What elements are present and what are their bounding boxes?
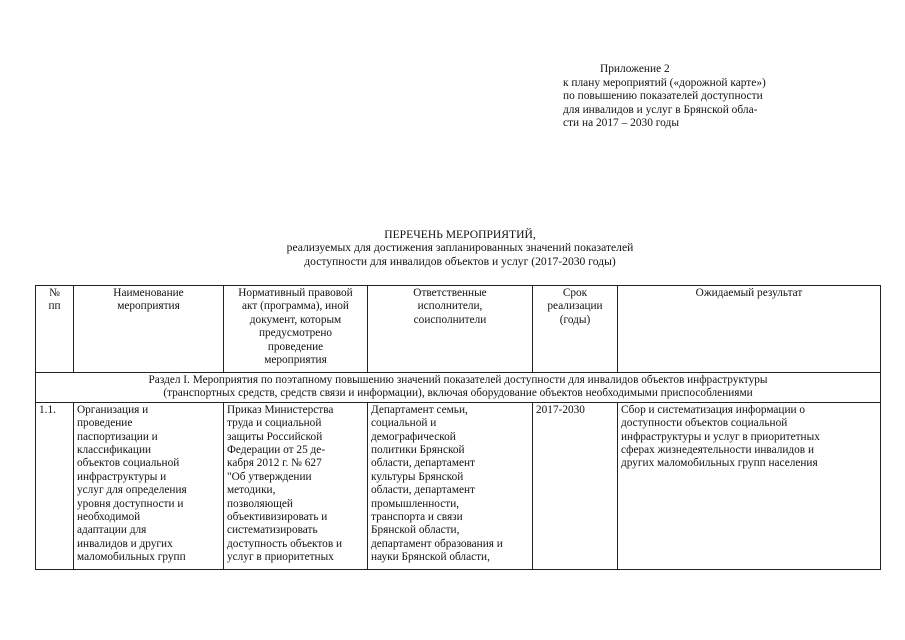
cell-line: объектов социальной [77, 457, 180, 470]
header-line: документ, которым [249, 313, 342, 326]
section-line: Раздел I. Мероприятия по поэтапному повышению значений показателей доступности для инвалидов объектов инфраструктуры [148, 374, 768, 386]
header-line: исполнители, [417, 300, 483, 313]
cell-line: систематизировать [227, 524, 318, 537]
cell-line: методики, [227, 484, 276, 497]
cell-line: социальной и [371, 417, 437, 430]
cell-line: защиты Российской [227, 430, 323, 443]
header-line: (годы) [559, 313, 591, 326]
header-line: соисполнители [413, 313, 487, 326]
cell-line: политики Брянской [371, 444, 465, 457]
cell-line: промышленности, [371, 497, 460, 510]
heading-title: ПЕРЕЧЕНЬ МЕРОПРИЯТИЙ, [384, 228, 536, 241]
cell-line: Брянской области, [371, 524, 460, 537]
cell-line: проведение [77, 417, 133, 430]
header-line: Ожидаемый результат [695, 287, 803, 299]
header-result [618, 286, 881, 373]
header-line: Срок [562, 287, 588, 299]
header-line: проведение [267, 340, 324, 353]
cell-line: уровня доступности и [77, 497, 184, 510]
cell-line: объективизировать и [227, 511, 328, 524]
header-line: мероприятия [264, 354, 327, 367]
row-result [618, 402, 881, 569]
cell-line: Департамент семьи, [371, 403, 468, 416]
cell-line: департамент образования и [371, 537, 503, 550]
table-header-row [36, 286, 881, 373]
row-num: 1.1. [36, 402, 74, 569]
cell-line: демографической [371, 430, 456, 443]
header-line: мероприятия [117, 300, 180, 313]
section-title [36, 373, 881, 403]
appendix-line: к плану мероприятий («дорожной карте») [563, 76, 766, 89]
cell-line: инфраструктуры и услуг в приоритетных [621, 430, 820, 443]
cell-line: транспорта и связи [371, 511, 463, 524]
cell-line: доступность объектов и [227, 537, 343, 550]
cell-line: маломобильных групп [77, 551, 186, 564]
appendix-line: по повышению показателей доступности [563, 90, 763, 103]
header-term [533, 286, 618, 373]
cell-line: сферах жизнедеятельности инвалидов и [621, 444, 815, 457]
cell-line: области, департамент [371, 484, 475, 497]
cell-line: труда и социальной [227, 417, 322, 430]
header-line: № [49, 287, 60, 299]
appendix-line: сти на 2017 – 2030 годы [563, 117, 679, 130]
header-line: пп [48, 300, 61, 313]
table-row [36, 402, 881, 569]
row-act [224, 402, 368, 569]
section-line: (транспортных средств, средств связи и информации), включая оборудование объектов необходимыми приспособлениями [163, 387, 753, 400]
header-line: Нормативный правовой [238, 287, 353, 299]
cell-line: области, департамент [371, 457, 475, 470]
heading-subtitle: доступности для инвалидов объектов и услуг (2017-2030 годы) [304, 254, 616, 268]
cell-line: науки Брянской области, [371, 551, 490, 564]
cell-line: Федерации от 25 де- [227, 444, 326, 457]
cell-line: позволяющей [227, 497, 293, 510]
cell-line: культуры Брянской [371, 470, 464, 483]
document-heading [150, 228, 770, 268]
cell-line: Сбор и систематизация информации о [621, 403, 806, 416]
row-term: 2017-2030 [533, 402, 618, 569]
cell-line: услуг в приоритетных [227, 551, 334, 564]
header-line: реализации [547, 300, 603, 313]
header-line: акт (программа), иной [242, 300, 349, 313]
appendix-note [563, 63, 823, 131]
section-row [36, 373, 881, 403]
cell-line: необходимой [77, 511, 141, 524]
cell-line: доступности объектов социальной [621, 417, 788, 430]
header-act [224, 286, 368, 373]
cell-line: классификации [77, 444, 152, 457]
header-num [36, 286, 74, 373]
header-line: Ответственные [413, 287, 487, 299]
cell-line: других маломобильных групп населения [621, 457, 818, 470]
header-name [74, 286, 224, 373]
header-executors [368, 286, 533, 373]
measures-table [35, 285, 881, 570]
cell-line: Организация и [77, 403, 149, 416]
heading-subtitle: реализуемых для достижения запланированных значений показателей [286, 241, 634, 255]
row-executors [368, 402, 533, 569]
row-name [74, 402, 224, 569]
cell-line: инвалидов и других [77, 537, 173, 550]
cell-line: адаптации для [77, 524, 147, 537]
header-line: предусмотрено [258, 327, 333, 340]
cell-line: инфраструктуры и [77, 470, 167, 483]
cell-line: "Об утверждении [227, 470, 312, 483]
header-line: Наименование [113, 287, 184, 299]
appendix-line: Приложение 2 [600, 63, 670, 75]
cell-line: кабря 2012 г. № 627 [227, 457, 322, 470]
appendix-line: для инвалидов и услуг в Брянской обла- [563, 103, 758, 116]
cell-line: паспортизации и [77, 430, 158, 443]
cell-line: Приказ Министерства [227, 403, 334, 416]
cell-line: услуг для определения [77, 484, 187, 497]
